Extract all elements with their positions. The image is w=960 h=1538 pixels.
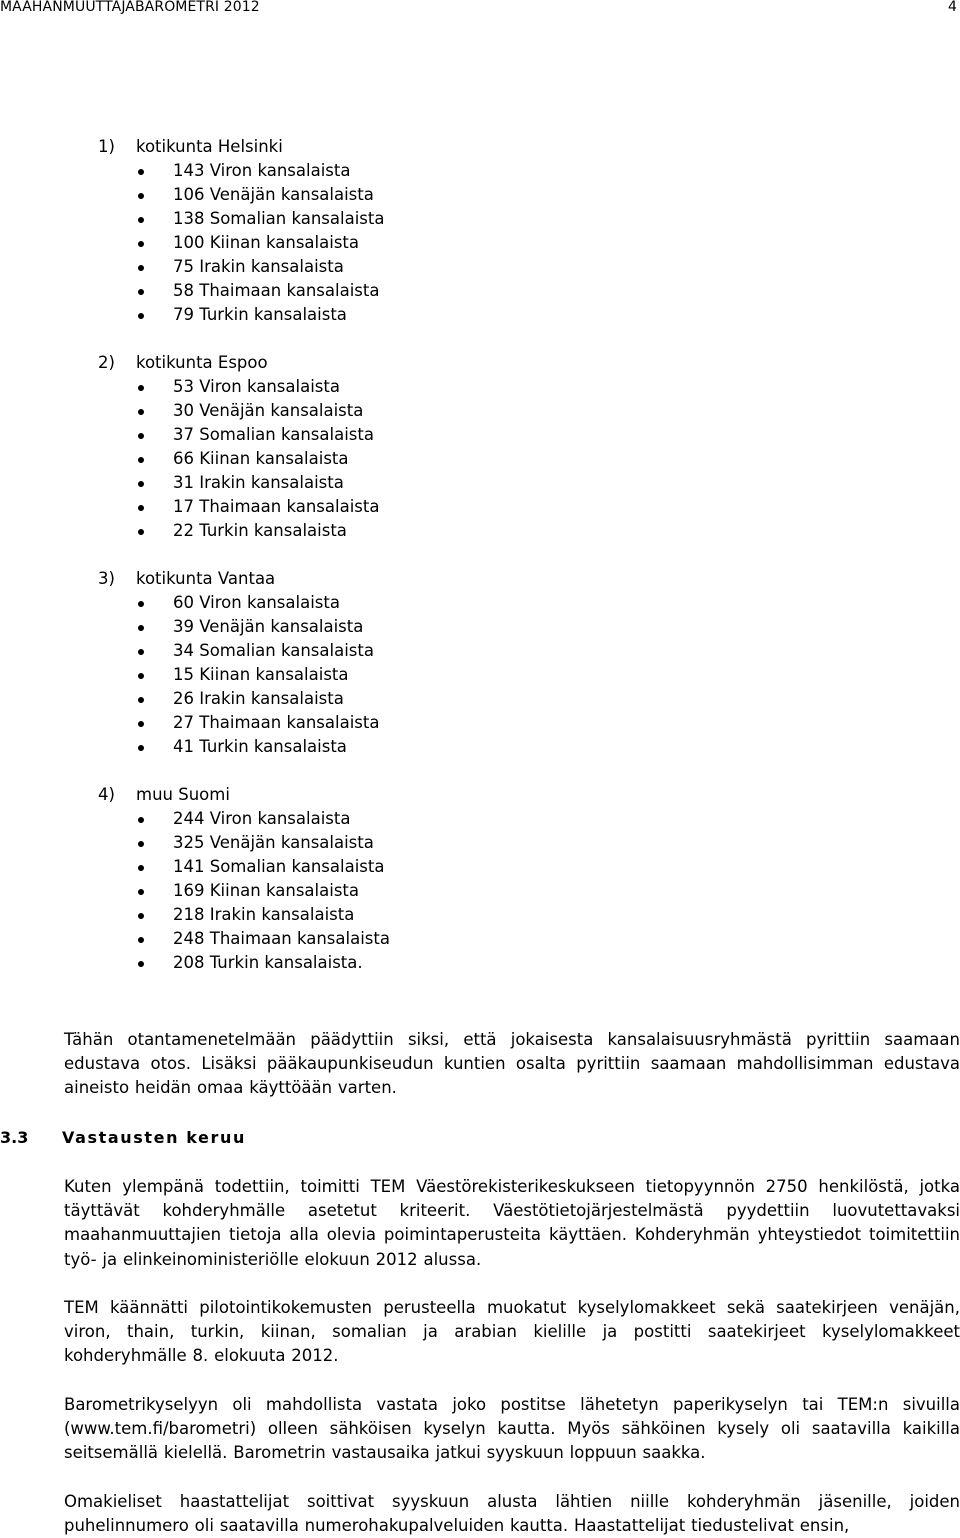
- bullet-icon: [138, 313, 144, 319]
- bullet-list: [98, 159, 898, 327]
- list-item-text: 208 Turkin kansalaista.: [173, 953, 363, 972]
- group-heading: [98, 351, 898, 375]
- list-item-text: 169 Kiinan kansalaista: [173, 881, 359, 900]
- bullet-icon: [138, 241, 144, 247]
- list-item: [98, 471, 898, 495]
- list-item: [98, 183, 898, 207]
- group-number: 4): [98, 785, 115, 804]
- group-label: kotikunta Vantaa: [136, 569, 276, 588]
- list-item-text: 26 Irakin kansalaista: [173, 689, 344, 708]
- paragraph: Kuten ylempänä todettiin, toimitti TEM Väestörekisterikeskukseen tietopyynnön 2750 henkilöstä, jotka täyttävät kohderyhmälle asetetut kriteerit. Väestötietojärjestelmästä pyydettiin luovutettavaksi maahanmuuttajien tietoja alla olevia poimintaperusteita käyttäen. Kohderyhmän yhteystiedot toimitettiin työ- ja elinkeinoministeriölle elokuun 2012 alussa.: [64, 1177, 960, 1269]
- list-item: [98, 639, 898, 663]
- list-item: [98, 663, 898, 687]
- bullet-icon: [138, 625, 144, 631]
- paragraph: Omakieliset haastattelijat soittivat syyskuun alusta lähtien niille kohderyhmän jäsenille, joiden puhelinnumero oli saatavilla numerohakupalveluiden kautta. Haastattelijat tiedustelivat ensin,: [64, 1492, 960, 1536]
- list-item-text: 143 Viron kansalaista: [173, 161, 351, 180]
- group-label: muu Suomi: [136, 785, 230, 804]
- list-item: [98, 519, 898, 543]
- list-item-text: 138 Somalian kansalaista: [173, 209, 385, 228]
- list-item: [98, 255, 898, 279]
- bullet-icon: [138, 481, 144, 487]
- list-item: [98, 495, 898, 519]
- list-item-text: 60 Viron kansalaista: [173, 593, 340, 612]
- group-number: 1): [98, 137, 115, 156]
- bullet-icon: [138, 409, 144, 415]
- group-vantaa: [98, 567, 898, 759]
- bullet-icon: [138, 601, 144, 607]
- list-item: [98, 591, 898, 615]
- list-item-text: 100 Kiinan kansalaista: [173, 233, 359, 252]
- group-muu-suomi: [98, 783, 898, 975]
- list-item: [98, 375, 898, 399]
- list-item: [98, 207, 898, 231]
- list-item: [98, 159, 898, 183]
- list-item: [98, 423, 898, 447]
- bullet-icon: [138, 217, 144, 223]
- list-item: [98, 735, 898, 759]
- list-item: [98, 903, 898, 927]
- list-item: [98, 615, 898, 639]
- list-item-text: 141 Somalian kansalaista: [173, 857, 385, 876]
- paragraph: Barometrikyselyyn oli mahdollista vastata joko postitse lähetetyn paperikyselyn tai TEM:n sivuilla (www.tem.fi/barometri) olleen sähköisen kyselyn kautta. Myös sähköinen kysely oli saatavilla kaikilla seitsemällä kielellä. Barometrin vastausaika jatkui syyskuun loppuun saakka.: [64, 1395, 960, 1463]
- running-header-title: MAAHANMUUTTAJABAROMETRI 2012: [0, 0, 260, 15]
- bullet-icon: [138, 193, 144, 199]
- list-item-text: 17 Thaimaan kansalaista: [173, 497, 380, 516]
- list-item-text: 58 Thaimaan kansalaista: [173, 281, 380, 300]
- list-item-text: 53 Viron kansalaista: [173, 377, 340, 396]
- list-item-text: 39 Venäjän kansalaista: [173, 617, 364, 636]
- list-item-text: 218 Irakin kansalaista: [173, 905, 355, 924]
- bullet-icon: [138, 433, 144, 439]
- bullet-icon: [138, 529, 144, 535]
- group-label: kotikunta Helsinki: [136, 137, 283, 156]
- bullet-icon: [138, 865, 144, 871]
- section-number: 3.3: [0, 1128, 29, 1147]
- bullet-icon: [138, 169, 144, 175]
- list-item: [98, 447, 898, 471]
- section-heading: [0, 1126, 246, 1150]
- bullet-icon: [138, 265, 144, 271]
- paragraph-sampling: Tähän otantamenetelmään päädyttiin siksi, että jokaisesta kansalaisuusryhmästä pyrittiin saamaan edustava otos. Lisäksi pääkaupunkiseudun kuntien osalta pyrittiin saamaan mahdollisimman edustava aineisto heidän omaa käyttöään varten.: [64, 1030, 960, 1098]
- bullet-icon: [138, 817, 144, 823]
- bullet-icon: [138, 961, 144, 967]
- group-number: 3): [98, 569, 115, 588]
- list-item: [98, 279, 898, 303]
- list-item: [98, 855, 898, 879]
- bullet-icon: [138, 505, 144, 511]
- list-item: [98, 399, 898, 423]
- sample-lists: [98, 135, 898, 999]
- list-item-text: 106 Venäjän kansalaista: [173, 185, 374, 204]
- bullet-list: [98, 375, 898, 543]
- running-header: [0, 0, 960, 20]
- bullet-icon: [138, 913, 144, 919]
- list-item-text: 27 Thaimaan kansalaista: [173, 713, 380, 732]
- list-item: [98, 951, 898, 975]
- list-item-text: 37 Somalian kansalaista: [173, 425, 374, 444]
- bullet-icon: [138, 289, 144, 295]
- list-item: [98, 303, 898, 327]
- list-item: [98, 807, 898, 831]
- list-item-text: 41 Turkin kansalaista: [173, 737, 347, 756]
- list-item: [98, 231, 898, 255]
- group-label: kotikunta Espoo: [136, 353, 268, 372]
- list-item-text: 244 Viron kansalaista: [173, 809, 351, 828]
- list-item: [98, 927, 898, 951]
- list-item-text: 30 Venäjän kansalaista: [173, 401, 364, 420]
- list-item-text: 79 Turkin kansalaista: [173, 305, 347, 324]
- list-item: [98, 879, 898, 903]
- list-item-text: 22 Turkin kansalaista: [173, 521, 347, 540]
- list-item-text: 31 Irakin kansalaista: [173, 473, 344, 492]
- list-item-text: 66 Kiinan kansalaista: [173, 449, 349, 468]
- bullet-icon: [138, 745, 144, 751]
- list-item-text: 75 Irakin kansalaista: [173, 257, 344, 276]
- section-title: Vastausten keruu: [62, 1128, 246, 1147]
- list-item-text: 325 Venäjän kansalaista: [173, 833, 374, 852]
- list-item: [98, 831, 898, 855]
- list-item-text: 34 Somalian kansalaista: [173, 641, 374, 660]
- bullet-icon: [138, 697, 144, 703]
- bullet-icon: [138, 937, 144, 943]
- list-item-text: 248 Thaimaan kansalaista: [173, 929, 390, 948]
- list-item: [98, 687, 898, 711]
- group-heading: [98, 567, 898, 591]
- bullet-icon: [138, 721, 144, 727]
- bullet-list: [98, 807, 898, 975]
- bullet-icon: [138, 841, 144, 847]
- bullet-icon: [138, 385, 144, 391]
- bullet-icon: [138, 889, 144, 895]
- paragraph: TEM käännätti pilotointikokemusten perusteella muokatut kyselylomakkeet sekä saatekirjeen venäjän, viron, thain, turkin, kiinan, somalian ja arabian kielille ja postitti saatekirjeet kyselylomakkeet kohderyhmälle 8. elokuuta 2012.: [64, 1298, 960, 1366]
- group-heading: [98, 135, 898, 159]
- bullet-icon: [138, 673, 144, 679]
- group-espoo: [98, 351, 898, 543]
- list-item: [98, 711, 898, 735]
- list-item-text: 15 Kiinan kansalaista: [173, 665, 349, 684]
- bullet-list: [98, 591, 898, 759]
- group-helsinki: [98, 135, 898, 327]
- page-number: 4: [947, 0, 957, 15]
- group-number: 2): [98, 353, 115, 372]
- bullet-icon: [138, 457, 144, 463]
- group-heading: [98, 783, 898, 807]
- bullet-icon: [138, 649, 144, 655]
